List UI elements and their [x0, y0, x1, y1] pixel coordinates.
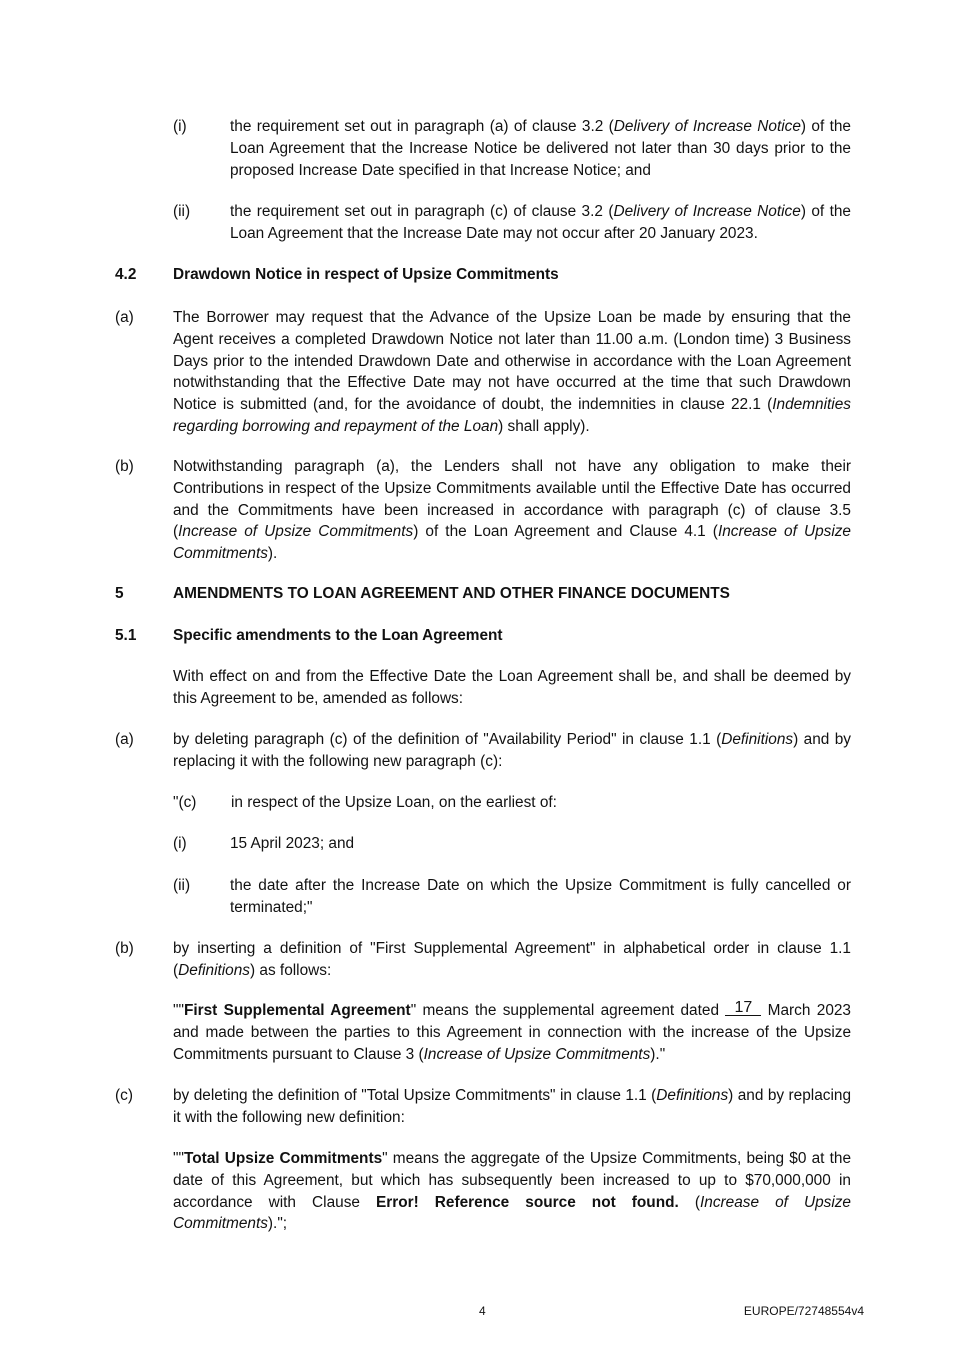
text-run: Increase of Upsize Commitments — [173, 1193, 851, 1233]
paragraph-5-1-b — [173, 938, 851, 982]
text-run: ) shall apply). — [498, 417, 590, 435]
section-heading — [173, 625, 851, 647]
section-heading — [173, 264, 851, 286]
text-run: ) of the Loan Agreement that the Increase Date may not occur after 20 January 2023. — [230, 203, 851, 242]
text-run: ). — [267, 545, 278, 563]
text-run: )."; — [267, 1215, 288, 1233]
paragraph-5-1-intro — [173, 666, 851, 710]
text-run: Increase of Upsize Commitments — [173, 523, 851, 563]
section-heading — [173, 583, 851, 605]
text-run: Total Upsize Commitments — [183, 1150, 383, 1167]
quoted-sub-i — [230, 833, 851, 855]
text-run: " means the supplemental agreement dated — [410, 1002, 726, 1019]
text-run: "" — [173, 1002, 184, 1019]
paragraph-4-2-a — [173, 307, 851, 438]
item-label: (i) — [173, 118, 187, 135]
text-run: Notwithstanding paragraph (a), the Lenders shall not have any obligation to make their Contributions in respect of the Upsize Commitments available until the Effective Date has occurred and the Commitments have been increased in accordance with paragraph (c) of clause 3.5 ( — [173, 458, 851, 541]
text-run: by deleting the definition of "Total Upsize Commitments" in clause 1.1 ( — [173, 1087, 657, 1104]
sub-paragraph-ii — [230, 201, 851, 245]
text-run: March 2023 and made between the parties to this Agreement in connection with the increase of the Upsize Commitments pursuant to Clause 3 ( — [173, 1002, 851, 1063]
text-run: the date after the Increase Date on which the Upsize Commitment is fully cancelled or terminated;" — [230, 877, 851, 916]
text-run: Drawdown Notice in respect of Upsize Commitments — [173, 266, 559, 283]
text-run: 15 April 2023; and — [230, 835, 355, 852]
text-run: Delivery of Increase Notice — [613, 203, 801, 220]
text-run: by inserting a definition of "First Supplemental Agreement" in alphabetical order in clause 1.1 ( — [173, 940, 851, 979]
paragraph-5-1-a — [173, 729, 851, 773]
item-label: (b) — [115, 458, 134, 475]
text-run: Definitions — [656, 1087, 729, 1104]
text-run: First Supplemental Agreement — [183, 1002, 411, 1019]
text-run: ( — [678, 1193, 700, 1211]
item-label: "(c) — [173, 794, 197, 811]
text-run: Specific amendments to the Loan Agreement — [173, 627, 503, 644]
paragraph-4-2-b — [173, 456, 851, 565]
text-run: ) and by replacing it with the following new paragraph (c): — [173, 731, 851, 770]
section-number: 4.2 — [115, 266, 137, 283]
text-run: AMENDMENTS TO LOAN AGREEMENT AND OTHER FINANCE DOCUMENTS — [173, 585, 730, 602]
text-run: Increase of Upsize Commitments — [423, 1045, 651, 1063]
text-run: ) of the Loan Agreement that the Increase Notice be delivered not later than 30 days prior to the proposed Increase Date specified in that Increase Notice; and — [230, 118, 851, 179]
text-run: Error! Reference source not found. — [376, 1193, 679, 1211]
text-run: the requirement set out in paragraph (a) of clause 3.2 ( — [230, 118, 614, 135]
text-run: by deleting paragraph (c) of the definition of "Availability Period" in clause 1.1 ( — [173, 731, 722, 748]
item-label: (a) — [115, 309, 134, 326]
page-number: 4 — [479, 1304, 486, 1318]
quoted-paragraph-c — [231, 792, 851, 814]
text-run: "" — [173, 1150, 184, 1167]
item-label: (ii) — [173, 877, 191, 894]
text-run: The Borrower may request that the Advance of the Upsize Loan be made by ensuring that the Agent receives a completed Drawdown Notice not later than 11.00 a.m. (London time) 3 Business Days prior to the intended Drawdown Date and otherwise in accordance with the Loan Agreement notwithstanding that the Effective Date may not have occurred at the time that such Drawdown Notice is submitted (and, for the avoidance of doubt, the indemnities in clause 22.1 ( — [173, 309, 851, 414]
item-label: (a) — [115, 731, 134, 748]
quoted-sub-ii — [230, 875, 851, 919]
text-run: With effect on and from the Effective Date the Loan Agreement shall be, and shall be deemed by this Agreement to be, amended as follows: — [173, 668, 851, 707]
section-number: 5.1 — [115, 627, 137, 644]
text-run: ) and by replacing it with the following new definition: — [173, 1087, 852, 1126]
item-label: (c) — [115, 1087, 133, 1104]
definition-total-upsize-commitments — [173, 1148, 851, 1235]
text-run: Definitions — [178, 961, 250, 979]
text-run: Delivery of Increase Notice — [613, 118, 801, 135]
text-run: Definitions — [721, 731, 794, 748]
text-run: the requirement set out in paragraph (c) of clause 3.2 ( — [230, 203, 614, 220]
text-run: " means the aggregate of the Upsize Commitments, being $0 at the date of this Agreement, but which has subsequently been increased to up to $70,000,000 in accordance with Clause — [173, 1150, 851, 1211]
definition-first-supplemental-agreement — [173, 1000, 851, 1065]
item-label: (ii) — [173, 203, 191, 220]
item-label: (b) — [115, 940, 134, 957]
text-run: ) of the Loan Agreement and Clause 4.1 ( — [413, 523, 718, 541]
document-reference: EUROPE/72748554v4 — [743, 1304, 864, 1318]
text-run: Indemnities regarding borrowing and repayment of the Loan — [173, 396, 851, 435]
text-run: in respect of the Upsize Loan, on the earliest of: — [231, 794, 557, 811]
item-label: (i) — [173, 835, 187, 852]
handwritten-date-blank: 17 — [725, 1000, 761, 1016]
text-run: Increase of Upsize Commitments — [178, 523, 414, 541]
paragraph-5-1-c — [173, 1085, 851, 1129]
sub-paragraph-i — [230, 116, 851, 181]
section-number: 5 — [115, 585, 124, 602]
text-run: )." — [650, 1045, 666, 1063]
text-run: ) as follows: — [250, 961, 332, 979]
